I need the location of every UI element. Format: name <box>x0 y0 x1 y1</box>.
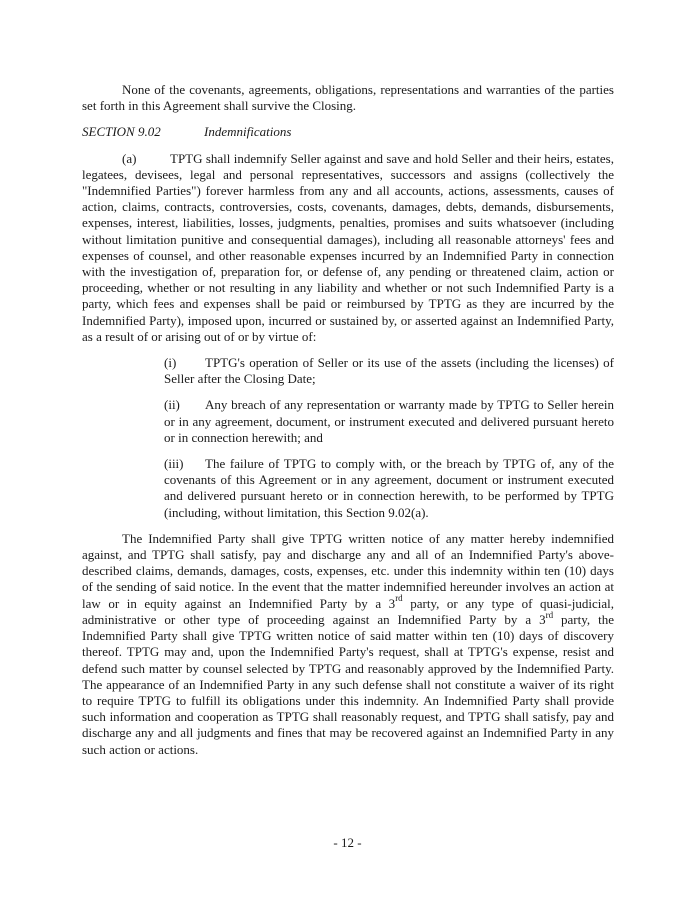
closing-text-part-2: party, or any type of quasi-judicial, administrative or other type of proceeding against an Indemnified Party by a 3 <box>82 595 615 627</box>
page-body <box>82 82 614 758</box>
intro-paragraph: None of the covenants, agreements, obligations, representations and warranties of the parties set forth in this Agreement shall survive the Closing. <box>82 82 614 114</box>
subitem-iii-text: The failure of TPTG to comply with, or the breach by TPTG of, any of the covenants of this Agreement or in any agreement, document or instrument executed and delivered pursuant hereto or in connection herewith, to be performed by TPTG (including, without limitation, this Section 9.02(a). <box>164 456 614 520</box>
subitem-ii-label: (ii) <box>164 397 180 413</box>
subitem-iii-label: (iii) <box>164 456 184 472</box>
subitem-ii-text: Any breach of any representation or warranty made by TPTG to Seller herein or in any agreement, document, or instrument executed and delivered pursuant hereto or in connection herewith; and <box>164 397 614 445</box>
section-number: SECTION 9.02 <box>82 124 161 140</box>
paragraph-a-label: (a) <box>122 150 137 166</box>
subitem-i-label: (i) <box>164 355 177 371</box>
subitem-ii <box>164 397 614 446</box>
section-title: Indemnifications <box>204 124 292 140</box>
paragraph-a <box>82 151 614 345</box>
subitem-i-text: TPTG's operation of Seller or its use of the assets (including the licenses) of Seller after the Closing Date; <box>164 355 614 387</box>
closing-paragraph <box>82 531 614 758</box>
section-heading <box>82 124 614 140</box>
subitem-iii <box>164 456 614 521</box>
subitem-i <box>164 355 614 387</box>
page-number: - 12 - <box>333 835 362 850</box>
ordinal-suffix: rd <box>545 609 554 620</box>
closing-text-part-1: The Indemnified Party shall give TPTG written notice of any matter hereby indemnified against, and TPTG shall satisfy, pay and discharge any and all of an Indemnified Party's above-described claims, demands, damages, costs, expenses, etc. under this indemnity within ten (10) days of the sending of said notice. In the event that the matter indemnified hereunder involves an action at law or in equity against an Indemnified Party by a 3 <box>82 530 614 611</box>
paragraph-a-text: TPTG shall indemnify Seller against and save and hold Seller and their heirs, estates, legatees, devisees, legal and personal representatives, successors and assigns (collectively the "Indemnified Parties") forever harmless from any and all accounts, actions, assessments, causes of action, claims, contracts, controversies, costs, covenants, damages, debts, demands, disbursements, expenses, interest, liabilities, losses, judgments, penalties, promises and suits whatsoever (including without limitation punitive and consequential damages), including all reasonable attorneys' fees and expenses of counsel, and other reasonable expenses incurred by an Indemnified Party in connection with the investigation of, preparation for, or defense of, any pending or threatened claim, action or proceeding, whether or not resulting in any liability and whether or not such Indemnified Party is a party, which fees and expenses shall be paid or reimbursed by TPTG as they are incurred by the Indemnified Party), imposed upon, incurred or sustained by, or asserted against an Indemnified Party, as a result of or arising out of or by virtue of: <box>82 150 614 344</box>
ordinal-suffix: rd <box>395 593 403 604</box>
closing-text-part-3: party, the Indemnified Party shall give TPTG written notice of said matter within ten (10) days of discovery thereof. TPTG may and, upon the Indemnified Party's request, shall at TPTG's expense, resist and defend such matter by counsel selected by TPTG and reasonably approved by the Indemnified Party. The appearance of an Indemnified Party in any such defense shall not constitute a waiver of its right to require TPTG to fulfill its obligations under this indemnity. An Indemnified Party shall provide such information and cooperation as TPTG shall reasonably request, and TPTG shall satisfy, pay and discharge any and all judgments and fines that may be recovered against an Indemnified Party in any such action or actions. <box>82 611 614 757</box>
